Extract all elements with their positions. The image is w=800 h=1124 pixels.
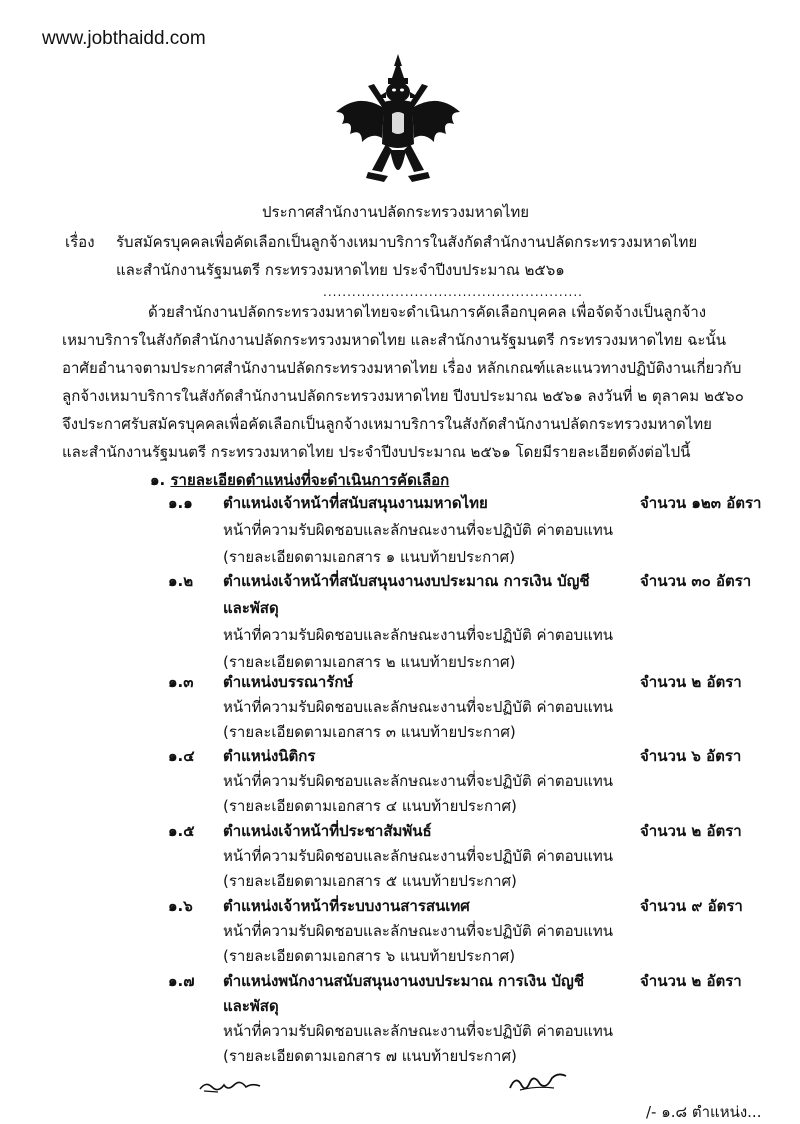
position-reference: (รายละเอียดตามเอกสาร ๕ แนบท้ายประกาศ) bbox=[223, 872, 517, 890]
position-title: ตำแหน่งบรรณารักษ์ bbox=[223, 673, 354, 691]
section-number: ๑. bbox=[150, 471, 166, 489]
position-description: หน้าที่ความรับผิดชอบและลักษณะงานที่จะปฏิบัติ ค่าตอบแทน bbox=[223, 698, 613, 716]
position-reference: (รายละเอียดตามเอกสาร ๑ แนบท้ายประกาศ) bbox=[223, 548, 516, 566]
item-number: ๑.๕ bbox=[168, 822, 195, 840]
handwritten-initials-right-icon bbox=[506, 1068, 570, 1094]
position-count: จำนวน ๒ อัตรา bbox=[640, 673, 742, 691]
position-title: ตำแหน่งเจ้าหน้าที่ระบบงานสารสนเทศ bbox=[223, 897, 470, 915]
announcement-title: ประกาศสำนักงานปลัดกระทรวงมหาดไทย bbox=[262, 203, 530, 221]
watermark: www.jobthaidd.com bbox=[42, 28, 206, 49]
subject-label: เรื่อง bbox=[65, 233, 95, 251]
body-line: เหมาบริการในสังกัดสำนักงานปลัดกระทรวงมหาดไทย และสำนักงานรัฐมนตรี กระทรวงมหาดไทย ฉะนั้น bbox=[62, 331, 726, 349]
body-line: ลูกจ้างเหมาบริการในสังกัดสำนักงานปลัดกระทรวงมหาดไทย ปีงบประมาณ ๒๕๖๑ ลงวันที่ ๒ ตุลาคม ๒๕๖๐ bbox=[62, 387, 744, 405]
item-number: ๑.๒ bbox=[168, 572, 194, 590]
position-count: จำนวน ๖ อัตรา bbox=[640, 747, 742, 765]
position-count: จำนวน ๑๒๓ อัตรา bbox=[640, 494, 762, 512]
position-count: จำนวน ๒ อัตรา bbox=[640, 972, 742, 990]
position-title: ตำแหน่งเจ้าหน้าที่ประชาสัมพันธ์ bbox=[223, 822, 432, 840]
continuation-footer: /- ๑.๘ ตำแหน่ง... bbox=[646, 1103, 762, 1121]
position-reference: (รายละเอียดตามเอกสาร ๗ แนบท้ายประกาศ) bbox=[223, 1047, 517, 1065]
position-reference: (รายละเอียดตามเอกสาร ๔ แนบท้ายประกาศ) bbox=[223, 797, 517, 815]
item-number: ๑.๔ bbox=[168, 747, 195, 765]
body-line: จึงประกาศรับสมัครบุคคลเพื่อคัดเลือกเป็นลูกจ้างเหมาบริการในสังกัดสำนักงานปลัดกระทรวงมหาดไทย bbox=[62, 415, 712, 433]
position-reference: (รายละเอียดตามเอกสาร ๒ แนบท้ายประกาศ) bbox=[223, 653, 516, 671]
position-count: จำนวน ๓๐ อัตรา bbox=[640, 572, 752, 590]
body-line: และสำนักงานรัฐมนตรี กระทรวงมหาดไทย ประจำปีงบประมาณ ๒๕๖๑ โดยมีรายละเอียดดังต่อไปนี้ bbox=[62, 443, 691, 461]
section-heading-text: รายละเอียดตำแหน่งที่จะดำเนินการคัดเลือก bbox=[170, 471, 450, 489]
body-line: ด้วยสำนักงานปลัดกระทรวงมหาดไทยจะดำเนินการคัดเลือกบุคคล เพื่อจัดจ้างเป็นลูกจ้าง bbox=[148, 303, 707, 321]
item-number: ๑.๗ bbox=[168, 972, 195, 990]
item-number: ๑.๑ bbox=[168, 494, 193, 512]
position-count: จำนวน ๒ อัตรา bbox=[640, 822, 742, 840]
position-reference: (รายละเอียดตามเอกสาร ๓ แนบท้ายประกาศ) bbox=[223, 723, 516, 741]
position-title-continued: และพัสดุ bbox=[223, 997, 279, 1015]
position-title: ตำแหน่งเจ้าหน้าที่สนับสนุนงานมหาดไทย bbox=[223, 494, 488, 512]
separator: ...................................................... bbox=[323, 285, 583, 299]
position-title: ตำแหน่งนิติกร bbox=[223, 747, 316, 765]
position-description: หน้าที่ความรับผิดชอบและลักษณะงานที่จะปฏิบัติ ค่าตอบแทน bbox=[223, 922, 613, 940]
body-paragraph bbox=[62, 298, 762, 466]
subject-line-2: และสำนักงานรัฐมนตรี กระทรวงมหาดไทย ประจำปีงบประมาณ ๒๕๖๑ bbox=[116, 261, 565, 279]
handwritten-initials-left-icon bbox=[198, 1077, 262, 1095]
section-heading bbox=[150, 468, 449, 492]
position-description: หน้าที่ความรับผิดชอบและลักษณะงานที่จะปฏิบัติ ค่าตอบแทน bbox=[223, 847, 613, 865]
position-description: หน้าที่ความรับผิดชอบและลักษณะงานที่จะปฏิบัติ ค่าตอบแทน bbox=[223, 772, 613, 790]
item-number: ๑.๓ bbox=[168, 673, 194, 691]
position-title: ตำแหน่งเจ้าหน้าที่สนับสนุนงานงบประมาณ การเงิน บัญชี bbox=[223, 572, 590, 590]
position-description: หน้าที่ความรับผิดชอบและลักษณะงานที่จะปฏิบัติ ค่าตอบแทน bbox=[223, 626, 613, 644]
subject-line-1: รับสมัครบุคคลเพื่อคัดเลือกเป็นลูกจ้างเหมาบริการในสังกัดสำนักงานปลัดกระทรวงมหาดไทย bbox=[116, 233, 698, 251]
position-description: หน้าที่ความรับผิดชอบและลักษณะงานที่จะปฏิบัติ ค่าตอบแทน bbox=[223, 521, 613, 539]
position-reference: (รายละเอียดตามเอกสาร ๖ แนบท้ายประกาศ) bbox=[223, 947, 516, 965]
position-description: หน้าที่ความรับผิดชอบและลักษณะงานที่จะปฏิบัติ ค่าตอบแทน bbox=[223, 1022, 613, 1040]
position-count: จำนวน ๙ อัตรา bbox=[640, 897, 743, 915]
item-number: ๑.๖ bbox=[168, 897, 193, 915]
position-title-continued: และพัสดุ bbox=[223, 599, 279, 617]
body-line: อาศัยอำนาจตามประกาศสำนักงานปลัดกระทรวงมหาดไทย เรื่อง หลักเกณฑ์และแนวทางปฏิบัติงานเกี่ยวกับ bbox=[62, 359, 742, 377]
garuda-emblem-icon bbox=[328, 52, 468, 192]
position-title: ตำแหน่งพนักงานสนับสนุนงานงบประมาณ การเงิน บัญชี bbox=[223, 972, 585, 990]
